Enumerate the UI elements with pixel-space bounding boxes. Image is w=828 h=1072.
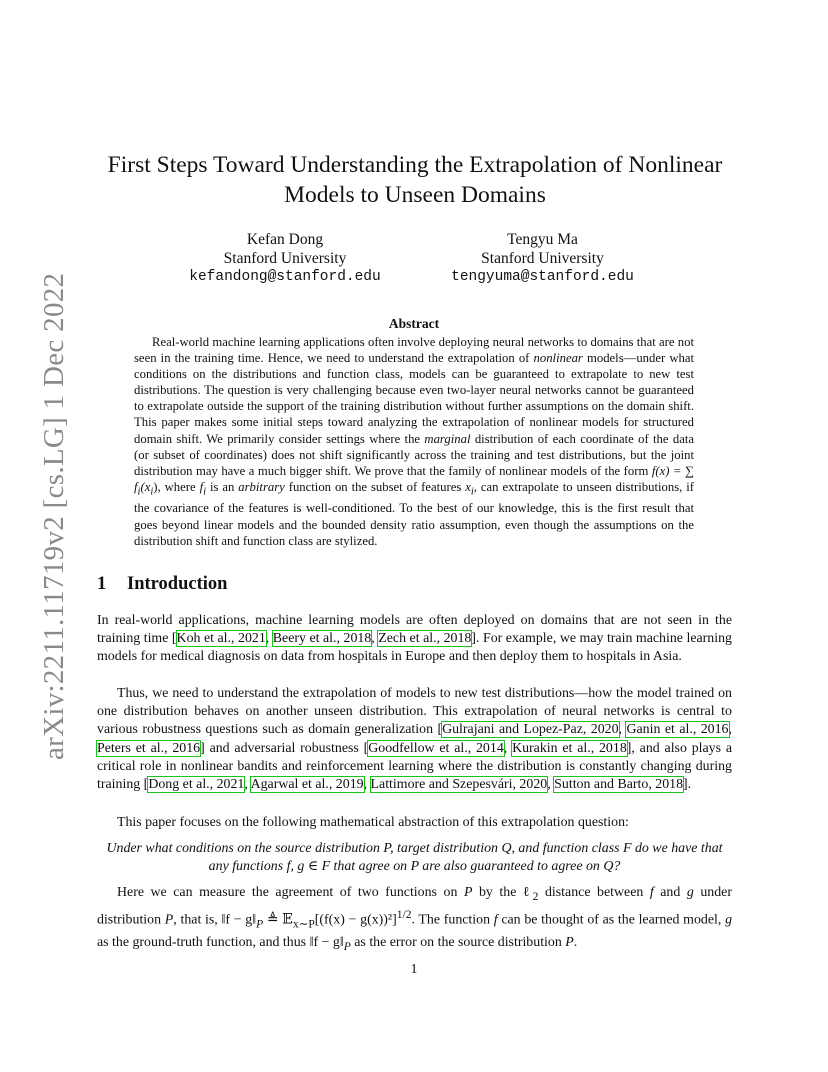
abstract-heading: Abstract — [388, 316, 440, 331]
citation-link[interactable]: Peters et al., 2016 — [97, 740, 201, 756]
author-affiliation: Stanford University — [481, 250, 604, 267]
citation-link[interactable]: Beery et al., 2018 — [272, 631, 372, 647]
author-email: kefandong@stanford.edu — [189, 269, 381, 285]
citation-link[interactable]: Zech et al., 2018 — [378, 631, 472, 647]
citation-link[interactable]: Goodfellow et al., 2014 — [368, 740, 504, 756]
citation-link[interactable]: Agarwal et al., 2019 — [250, 777, 364, 793]
citation-link[interactable]: Dong et al., 2021 — [148, 777, 245, 793]
author-2 — [430, 230, 655, 287]
abstract-body: Real-world machine learning applications often involve deploying neural networks to domains that are not seen in the training time. Hence, we need to understand the extrapolation of nonlinear models—under what conditions on the distributions and function class, models can be guaranteed to extrapolate to new test distributions. The question is very challenging because even two-layer neural networks cannot be guaranteed to extrapolate outside the support of the training distribution without further assumptions on the domain shift. This paper makes some initial steps toward analyzing the extrapolation of nonlinear models for structured domain shift. We primarily consider settings where the marginal distribution of each coordinate of the data (or subset of coordinates) does not shift significantly across the training and test distributions, but the joint distribution may have a much bigger shift. We prove that the family of nonlinear models of the form f(x) = ∑ $f_i(x_i)$, where $f_i$ is an arbitrary function on the subset of features $x_i$, can extrapolate to unseen distributions, if the covariance of the features is well-conditioned. To the best of our knowledge, this is the first result that goes beyond linear models and the bounded density ratio assumption, even though the assumptions on the distribution shift and function class are stylized. — [134, 335, 695, 548]
citation-link[interactable]: Lattimore and Szepesvári, 2020 — [370, 777, 548, 793]
author-1 — [170, 230, 400, 287]
citation-link[interactable]: Ganin et al., 2016 — [626, 722, 729, 738]
arxiv-id: arXiv:2211.11719v2 [cs.LG] 1 Dec 2022 — [38, 272, 70, 760]
intro-paragraph-1: In real-world applications, machine learning models are often deployed on domains that are not seen in the training time [Koh et al., 2021, Beery et al., 2018, Zech et al., 2018]. For example, we may train machine learning models for medical diagnosis on data from hospitals in Europe and then deploy them to hospitals in Asia. — [97, 613, 732, 665]
author-affiliation: Stanford University — [223, 250, 347, 267]
section-heading: 1 Introduction — [97, 574, 228, 594]
citation-link[interactable]: Gulrajani and Lopez-Paz, 2020 — [442, 722, 619, 738]
citation-link[interactable]: Kurakin et al., 2018 — [512, 740, 627, 756]
arxiv-watermark — [18, 272, 70, 760]
citation-link[interactable]: Sutton and Barto, 2018 — [554, 777, 684, 793]
author-name: Tengyu Ma — [507, 231, 578, 248]
author-email: tengyuma@stanford.edu — [451, 269, 634, 285]
intro-paragraph-2: Thus, we need to understand the extrapolation of models to new test distributions—how the model trained on one distribution behaves on another unseen distribution. This extrapolation of neural networks is central to various robustness questions such as domain generalization [Gulrajani and Lopez-Paz, 2020, Ganin et al., 2016, Peters et al., 2016] and adversarial robustness [Goodfellow et al., 2014, Kurakin et al., 2018], and also plays a critical role in nonlinear bandits and reinforcement learning where the distribution is constantly changing during training [Dong et al., 2021, Agarwal et al., 2019, Lattimore and Szepesvári, 2020, Sutton and Barto, 2018]. — [97, 686, 732, 793]
intro-paragraph-3: This paper focuses on the following mathematical abstraction of this extrapolation question: — [117, 815, 629, 830]
page-number: 1 — [410, 962, 418, 977]
intro-paragraph-4: Here we can measure the agreement of two functions on P by the ℓ$_2$ distance between f and g under distribution P, that is, ‖f − $g‖_P$ ≜ 𝔼$_{x\sim P}$[(f(x) − g(x))²]$^{1/2}$. The function f can be thought of as the learned model, g as the ground-truth function, and thus ‖f − $g‖_P$ as the error on the source distribution P. — [97, 885, 733, 953]
citation-link[interactable]: Koh et al., 2021 — [176, 631, 266, 647]
author-name: Kefan Dong — [246, 231, 324, 248]
paper-title: First Steps Toward Understanding the Extrapolation of Nonlinear Models to Unseen Domains — [107, 152, 723, 208]
research-question: Under what conditions on the source distribution P, target distribution Q, and function class F do we have that any functions f, g ∈ F that agree on P are also guaranteed to agree on Q? — [106, 841, 723, 875]
